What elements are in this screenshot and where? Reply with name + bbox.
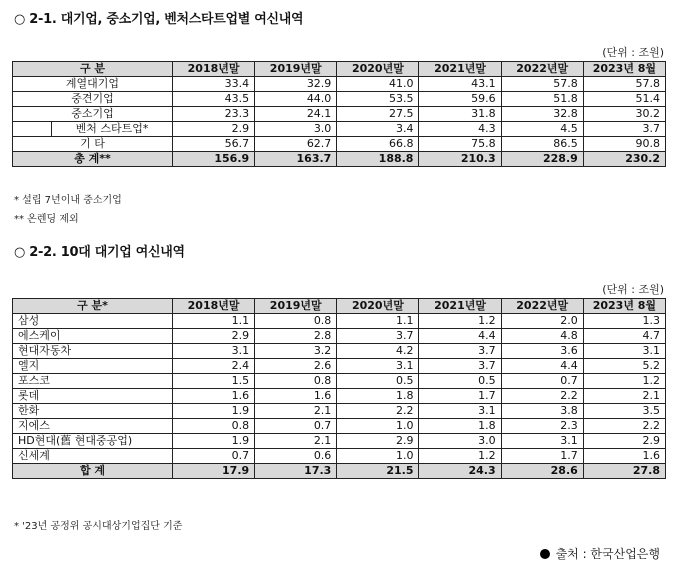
total-label: 총 계** (13, 152, 173, 167)
row-label: 기 타 (13, 137, 173, 152)
header-cell: 2019년말 (255, 299, 337, 314)
value-cell: 3.7 (583, 122, 665, 137)
table-row (13, 77, 666, 92)
header-cell: 구 분* (13, 299, 173, 314)
total-value-cell: 188.8 (337, 152, 419, 167)
value-cell: 56.7 (173, 137, 255, 152)
value-cell: 3.1 (501, 434, 583, 449)
value-cell: 0.8 (255, 374, 337, 389)
row-label: 신세계 (13, 449, 173, 464)
header-cell: 2019년말 (255, 62, 337, 77)
value-cell: 3.8 (501, 404, 583, 419)
section2-title: ○ 2-2. 10대 대기업 여신내역 (14, 245, 185, 260)
value-cell: 1.2 (419, 449, 501, 464)
table-row (13, 92, 666, 107)
value-cell: 1.2 (419, 314, 501, 329)
section1-header-row (13, 62, 666, 77)
header-cell: 2021년말 (419, 299, 501, 314)
value-cell: 2.1 (255, 434, 337, 449)
total-value-cell: 230.2 (583, 152, 665, 167)
row-label: 한화 (13, 404, 173, 419)
value-cell: 51.4 (583, 92, 665, 107)
row-label (13, 122, 173, 137)
value-cell: 3.7 (337, 329, 419, 344)
total-value-cell: 28.6 (501, 464, 583, 479)
section2-note-1: * '23년 공정위 공시대상기업집단 기준 (14, 521, 183, 532)
total-value-cell: 17.3 (255, 464, 337, 479)
value-cell: 1.9 (173, 434, 255, 449)
table-row (13, 434, 666, 449)
row-label: 현대자동차 (13, 344, 173, 359)
value-cell: 2.0 (501, 314, 583, 329)
value-cell: 3.2 (255, 344, 337, 359)
value-cell: 2.9 (583, 434, 665, 449)
section1-unit: (단위 : 조원) (602, 46, 664, 59)
value-cell: 1.8 (419, 419, 501, 434)
value-cell: 51.8 (501, 92, 583, 107)
row-label: 에스케이 (13, 329, 173, 344)
table-row (13, 329, 666, 344)
value-cell: 4.4 (501, 359, 583, 374)
total-value-cell: 21.5 (337, 464, 419, 479)
value-cell: 2.4 (173, 359, 255, 374)
value-cell: 1.0 (337, 419, 419, 434)
value-cell: 1.6 (173, 389, 255, 404)
source-text: 출처 : 한국산업은행 (555, 547, 660, 561)
bullet-dot-icon (540, 549, 550, 559)
value-cell: 57.8 (583, 77, 665, 92)
value-cell: 3.6 (501, 344, 583, 359)
table-row (13, 314, 666, 329)
value-cell: 0.8 (173, 419, 255, 434)
value-cell: 32.8 (501, 107, 583, 122)
value-cell: 1.3 (583, 314, 665, 329)
value-cell: 62.7 (255, 137, 337, 152)
value-cell: 1.6 (583, 449, 665, 464)
value-cell: 3.4 (337, 122, 419, 137)
section1-title: ○ 2-1. 대기업, 중소기업, 벤처스타트업별 여신내역 (14, 12, 304, 27)
section1-note-1: * 설립 7년이내 중소기업 (14, 195, 122, 206)
value-cell: 3.7 (419, 359, 501, 374)
total-label: 합 계 (13, 464, 173, 479)
value-cell: 44.0 (255, 92, 337, 107)
table-row (13, 374, 666, 389)
table-row (13, 449, 666, 464)
table-row (13, 404, 666, 419)
value-cell: 41.0 (337, 77, 419, 92)
value-cell: 4.3 (419, 122, 501, 137)
value-cell: 2.6 (255, 359, 337, 374)
value-cell: 0.7 (255, 419, 337, 434)
value-cell: 2.2 (337, 404, 419, 419)
value-cell: 4.7 (583, 329, 665, 344)
value-cell: 2.1 (583, 389, 665, 404)
value-cell: 53.5 (337, 92, 419, 107)
value-cell: 43.5 (173, 92, 255, 107)
header-cell: 2023년 8월 (583, 62, 665, 77)
value-cell: 0.5 (419, 374, 501, 389)
row-label: 엘지 (13, 359, 173, 374)
value-cell: 2.9 (173, 122, 255, 137)
value-cell: 0.5 (337, 374, 419, 389)
value-cell: 3.1 (173, 344, 255, 359)
value-cell: 1.1 (173, 314, 255, 329)
header-cell: 2018년말 (173, 62, 255, 77)
total-row (13, 152, 666, 167)
value-cell: 1.9 (173, 404, 255, 419)
value-cell: 0.8 (255, 314, 337, 329)
table-row (13, 344, 666, 359)
value-cell: 4.4 (419, 329, 501, 344)
total-value-cell: 163.7 (255, 152, 337, 167)
value-cell: 90.8 (583, 137, 665, 152)
table-row (13, 122, 666, 137)
value-cell: 24.1 (255, 107, 337, 122)
header-cell: 2020년말 (337, 62, 419, 77)
section2-unit: (단위 : 조원) (602, 283, 664, 296)
row-label: 롯데 (13, 389, 173, 404)
value-cell: 2.8 (255, 329, 337, 344)
value-cell: 5.2 (583, 359, 665, 374)
value-cell: 3.1 (583, 344, 665, 359)
value-cell: 1.2 (583, 374, 665, 389)
value-cell: 1.7 (501, 449, 583, 464)
value-cell: 2.1 (255, 404, 337, 419)
value-cell: 0.7 (173, 449, 255, 464)
section1-table (12, 61, 666, 167)
value-cell: 1.7 (419, 389, 501, 404)
value-cell: 75.8 (419, 137, 501, 152)
value-cell: 23.3 (173, 107, 255, 122)
total-value-cell: 156.9 (173, 152, 255, 167)
header-cell: 구 분 (13, 62, 173, 77)
header-cell: 2021년말 (419, 62, 501, 77)
value-cell: 2.3 (501, 419, 583, 434)
total-value-cell: 228.9 (501, 152, 583, 167)
total-row (13, 464, 666, 479)
value-cell: 59.6 (419, 92, 501, 107)
value-cell: 3.1 (337, 359, 419, 374)
value-cell: 57.8 (501, 77, 583, 92)
value-cell: 3.1 (419, 404, 501, 419)
table-row (13, 389, 666, 404)
value-cell: 3.0 (255, 122, 337, 137)
table-row (13, 359, 666, 374)
indent-spacer (13, 122, 52, 136)
value-cell: 0.7 (501, 374, 583, 389)
value-cell: 1.8 (337, 389, 419, 404)
row-label: 중소기업 (13, 107, 173, 122)
section2-table (12, 298, 666, 479)
header-cell: 2023년 8월 (583, 299, 665, 314)
header-cell: 2018년말 (173, 299, 255, 314)
value-cell: 0.6 (255, 449, 337, 464)
value-cell: 43.1 (419, 77, 501, 92)
section2-header-row (13, 299, 666, 314)
source-line (540, 545, 660, 562)
value-cell: 2.2 (583, 419, 665, 434)
row-label: 포스코 (13, 374, 173, 389)
value-cell: 66.8 (337, 137, 419, 152)
value-cell: 1.6 (255, 389, 337, 404)
value-cell: 30.2 (583, 107, 665, 122)
value-cell: 2.2 (501, 389, 583, 404)
row-label: 계열대기업 (13, 77, 173, 92)
table-row (13, 419, 666, 434)
row-label: 삼성 (13, 314, 173, 329)
value-cell: 1.1 (337, 314, 419, 329)
value-cell: 32.9 (255, 77, 337, 92)
value-cell: 31.8 (419, 107, 501, 122)
value-cell: 2.9 (173, 329, 255, 344)
value-cell: 4.2 (337, 344, 419, 359)
section1-note-2: ** 온렌딩 제외 (14, 214, 79, 225)
total-value-cell: 24.3 (419, 464, 501, 479)
row-label: HD현대(舊 현대중공업) (13, 434, 173, 449)
table-row (13, 107, 666, 122)
value-cell: 86.5 (501, 137, 583, 152)
value-cell: 3.0 (419, 434, 501, 449)
value-cell: 33.4 (173, 77, 255, 92)
value-cell: 1.0 (337, 449, 419, 464)
header-cell: 2022년말 (501, 299, 583, 314)
value-cell: 2.9 (337, 434, 419, 449)
value-cell: 3.5 (583, 404, 665, 419)
value-cell: 27.5 (337, 107, 419, 122)
value-cell: 4.5 (501, 122, 583, 137)
table-row (13, 137, 666, 152)
total-value-cell: 17.9 (173, 464, 255, 479)
value-cell: 3.7 (419, 344, 501, 359)
header-cell: 2020년말 (337, 299, 419, 314)
row-label: 지에스 (13, 419, 173, 434)
value-cell: 4.8 (501, 329, 583, 344)
row-label-text: 벤처 스타트업* (75, 122, 149, 135)
row-label: 중견기업 (13, 92, 173, 107)
total-value-cell: 27.8 (583, 464, 665, 479)
total-value-cell: 210.3 (419, 152, 501, 167)
value-cell: 1.5 (173, 374, 255, 389)
header-cell: 2022년말 (501, 62, 583, 77)
